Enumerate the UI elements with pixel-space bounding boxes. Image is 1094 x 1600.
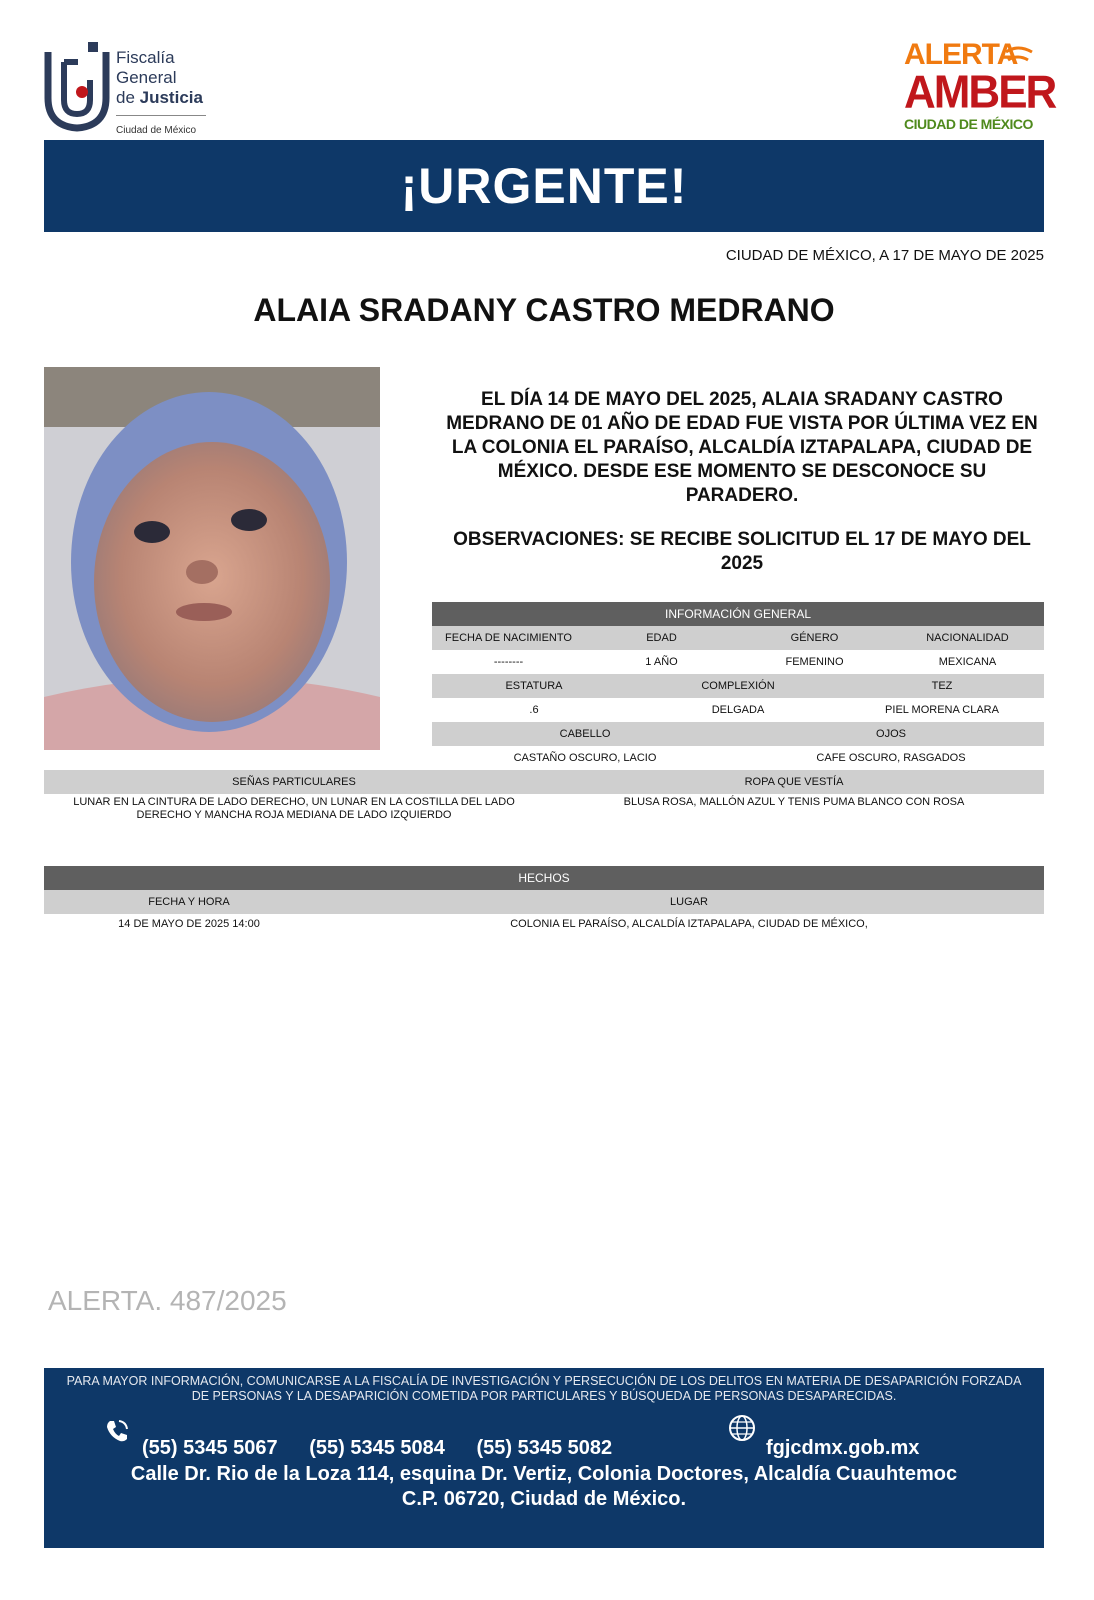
observations-text: OBSERVACIONES: SE RECIBE SOLICITUD EL 17 DE MAYO DEL 2025 bbox=[453, 529, 1031, 574]
globe-icon bbox=[728, 1414, 756, 1442]
urgent-banner: ¡URGENTE! bbox=[44, 140, 1044, 232]
general-info-table bbox=[432, 602, 1044, 770]
phone-number-3[interactable]: (55) 5345 5082 bbox=[476, 1437, 613, 1459]
value-build: DELGADA bbox=[711, 704, 765, 716]
alerta-amber-logo bbox=[904, 38, 1056, 138]
value-clothing: BLUSA ROSA, MALLÓN AZUL Y TENIS PUMA BLANCO CON ROSA bbox=[623, 796, 965, 808]
value-height: .6 bbox=[529, 704, 539, 716]
footer-address bbox=[44, 1462, 1044, 1512]
info-row3-values bbox=[432, 746, 1044, 770]
value-gender: FEMENINO bbox=[785, 656, 844, 668]
fgj-line3a: de bbox=[116, 88, 140, 107]
address-line1: Calle Dr. Rio de la Loza 114, esquina Dr. Vertiz, Colonia Doctores, Alcaldía Cuauhtemoc bbox=[130, 1463, 958, 1485]
fgj-emblem-icon bbox=[44, 40, 110, 132]
facts-values bbox=[44, 914, 1044, 934]
info-row2-values bbox=[432, 698, 1044, 722]
header-gender: GÉNERO bbox=[790, 632, 839, 644]
header-age: EDAD bbox=[646, 632, 677, 644]
info-row1-values bbox=[432, 650, 1044, 674]
header-date-time: FECHA Y HORA bbox=[148, 896, 230, 908]
info-row2-headers bbox=[432, 674, 1044, 698]
value-complexion: PIEL MORENA CLARA bbox=[885, 704, 999, 716]
marks-values bbox=[44, 794, 1044, 822]
missing-person-photo bbox=[44, 367, 380, 750]
header-nationality: NACIONALIDAD bbox=[926, 632, 1009, 644]
header-birthdate: FECHA DE NACIMIENTO bbox=[445, 632, 572, 644]
fgj-name bbox=[116, 48, 206, 141]
phone-number-2[interactable]: (55) 5345 5084 bbox=[309, 1437, 445, 1459]
facts-table bbox=[44, 866, 1044, 934]
value-eyes: CAFE OSCURO, RASGADOS bbox=[816, 752, 966, 764]
value-date-time: 14 DE MAYO DE 2025 14:00 bbox=[118, 918, 260, 930]
fgj-line4: Ciudad de México bbox=[116, 115, 206, 141]
alert-number: ALERTA. 487/2025 bbox=[48, 1285, 287, 1316]
fgj-line2: General bbox=[116, 68, 177, 87]
person-name: ALAIA SRADANY CASTRO MEDRANO bbox=[253, 292, 835, 328]
value-marks: LUNAR EN LA CINTURA DE LADO DERECHO, UN LUNAR EN LA COSTILLA DEL LADO DERECHO Y MANCHA ROJA MEDIANA DE LADO IZQUIERDO bbox=[73, 796, 515, 821]
info-row3-headers bbox=[432, 722, 1044, 746]
general-info-title: INFORMACIÓN GENERAL bbox=[432, 602, 1044, 626]
fgj-line3b: Justicia bbox=[139, 88, 203, 107]
facts-headers bbox=[44, 890, 1044, 914]
address-line2: C.P. 06720, Ciudad de México. bbox=[401, 1488, 687, 1510]
website-link[interactable]: fgjcdmx.gob.mx bbox=[766, 1437, 920, 1459]
fgj-logo bbox=[44, 40, 244, 135]
value-hair: CASTAÑO OSCURO, LACIO bbox=[513, 752, 657, 764]
marks-clothing-table bbox=[44, 770, 1044, 822]
header-marks: SEÑAS PARTICULARES bbox=[232, 776, 356, 788]
info-row1-headers bbox=[432, 626, 1044, 650]
facts-title: HECHOS bbox=[44, 866, 1044, 890]
header-place: LUGAR bbox=[670, 896, 708, 908]
phone-numbers bbox=[142, 1437, 638, 1460]
value-nationality: MEXICANA bbox=[938, 656, 997, 668]
marks-headers bbox=[44, 770, 1044, 794]
footer-info-text: PARA MAYOR INFORMACIÓN, COMUNICARSE A LA FISCALÍA DE INVESTIGACIÓN Y PERSECUCIÓN DE LOS DELITOS EN MATERIA DE DESAPARICIÓN FORZADA DE PERSONAS Y LA DESAPARICIÓN COMETIDA POR PARTICULARES Y BÚSQUEDA DE PERSONAS DESAPARECIDAS. bbox=[66, 1374, 1022, 1403]
description-text: EL DÍA 14 DE MAYO DEL 2025, ALAIA SRADANY CASTRO MEDRANO DE 01 AÑO DE EDAD FUE VISTA POR ÚLTIMA VEZ EN LA COLONIA EL PARAÍSO, ALCALDÍA IZTAPALAPA, CIUDAD DE MÉXICO. DESDE ESE MOMENTO SE DESCONOCE SU PARADERO. bbox=[446, 389, 1038, 506]
header-clothing: ROPA QUE VESTÍA bbox=[744, 776, 844, 788]
header-complexion: TEZ bbox=[931, 680, 953, 692]
phone-icon bbox=[104, 1418, 130, 1444]
value-birthdate: -------- bbox=[493, 656, 524, 668]
amber-logo-line3: CIUDAD DE MÉXICO bbox=[904, 116, 1033, 132]
header-build: COMPLEXIÓN bbox=[701, 680, 775, 692]
header-eyes: OJOS bbox=[876, 728, 906, 740]
phone-number-1[interactable]: (55) 5345 5067 bbox=[142, 1437, 278, 1459]
fgj-line1: Fiscalía bbox=[116, 48, 175, 67]
amber-logo-line2: AMBER bbox=[904, 66, 1056, 119]
value-age: 1 AÑO bbox=[645, 656, 678, 668]
header-hair: CABELLO bbox=[559, 728, 611, 740]
city-date: CIUDAD DE MÉXICO, A 17 DE MAYO DE 2025 bbox=[725, 247, 1044, 264]
header-height: ESTATURA bbox=[505, 680, 563, 692]
value-place: COLONIA EL PARAÍSO, ALCALDÍA IZTAPALAPA, CIUDAD DE MÉXICO, bbox=[510, 918, 868, 930]
contact-footer bbox=[44, 1368, 1044, 1548]
amber-logo-line1: ALERTA bbox=[904, 38, 1018, 71]
